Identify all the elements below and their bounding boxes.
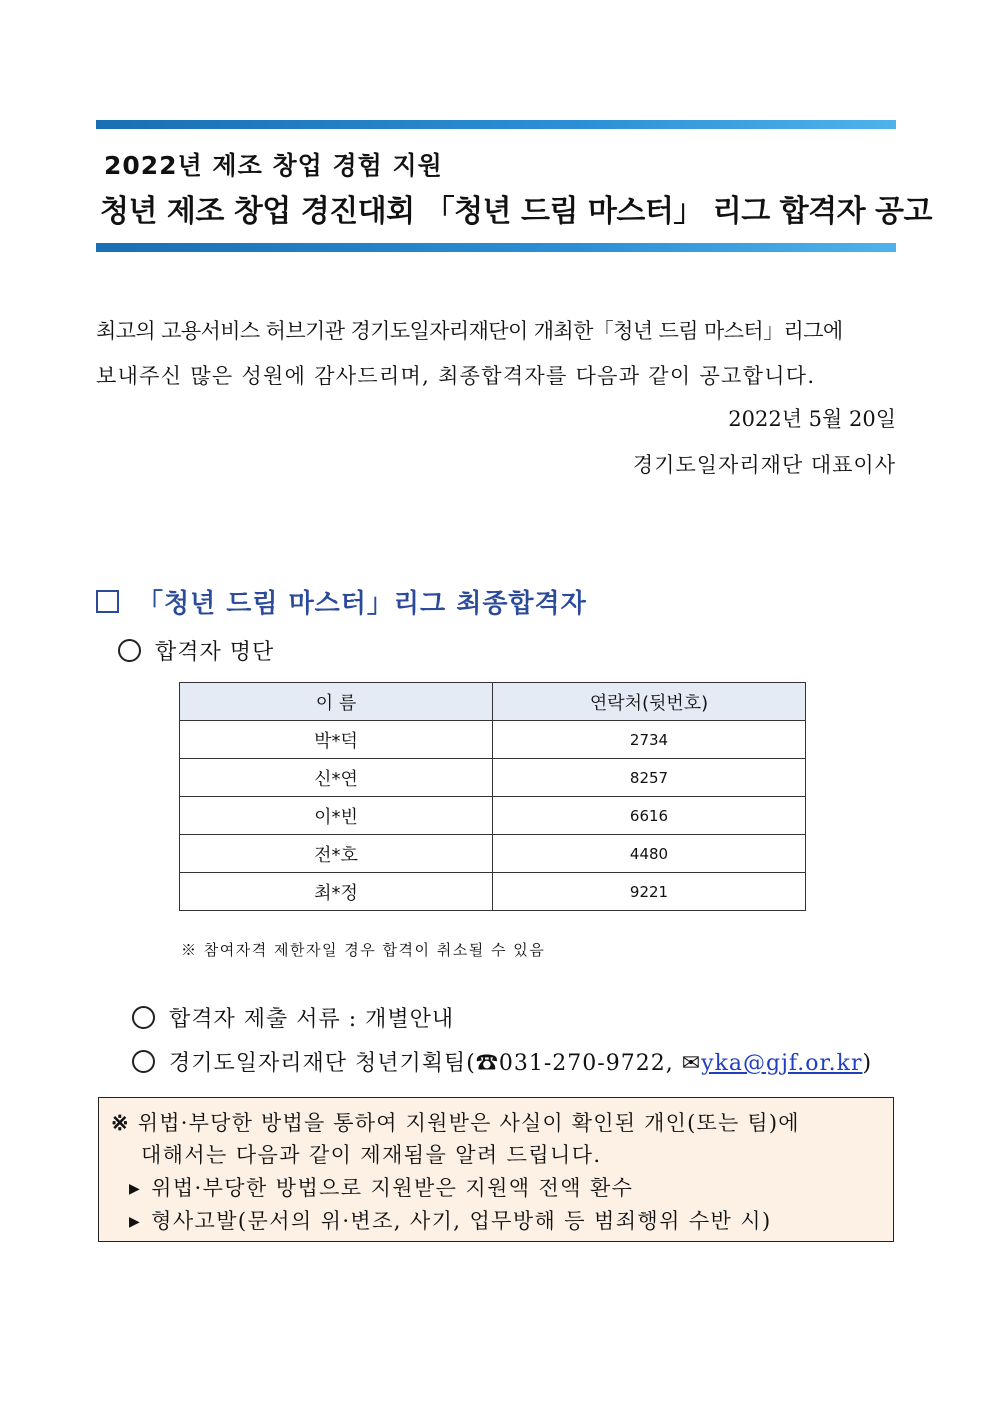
table-row [180,759,806,797]
table-row [180,797,806,835]
signer: 경기도일자리재단 대표이사 [632,453,896,477]
eligibility-note: ※ 참여자격 제한자일 경우 합격이 취소될 수 있음 [181,941,546,959]
notice-bullet [111,1205,879,1238]
sanction-notice-box [98,1097,894,1242]
documents-label: 합격자 제출 서류 : 개별안내 [169,1007,455,1032]
triangle-bullet-icon: ▶ [129,1181,142,1197]
notice-bullet-text: 위법·부당한 방법으로 지원받은 지원액 전액 환수 [151,1176,634,1200]
contact-phone: 031-270-9722, [498,1051,674,1076]
triangle-bullet-icon: ▶ [129,1214,142,1230]
circle-bullet-icon [118,639,141,662]
section-heading [96,583,587,620]
notice-text-1: 위법·부당한 방법을 통하여 지원받은 사실이 확인된 개인(또는 팀)에 [137,1111,800,1135]
contact-item [132,1046,872,1077]
intro-line-2: 보내주신 많은 성원에 감사드리며, 최종합격자를 다음과 같이 공고합니다. [96,364,816,388]
header-subtitle: 2022년 제조 창업 경험 지원 [104,151,443,180]
table-row [180,721,806,759]
notice-line-1 [111,1106,879,1139]
phone-icon: ☎ [475,1051,499,1076]
announcement-date: 2022년 5월 20일 [728,407,896,431]
notice-line-2: 대해서는 다음과 같이 제재됨을 알려 드립니다. [141,1143,602,1167]
contact-prefix: 경기도일자리재단 청년기획팀( [169,1051,476,1076]
cell-contact: 2734 [493,721,806,759]
documents-item [132,1002,454,1033]
contact-suffix: ) [862,1051,873,1076]
cell-contact: 4480 [493,835,806,873]
notice-bullet-text: 형사고발(문서의 위·변조, 사기, 업무방해 등 범죄행위 수반 시) [151,1209,772,1233]
list-heading [118,635,274,666]
header-top-rule [96,120,896,129]
cell-name: 신*연 [180,759,493,797]
cell-name: 이*빈 [180,797,493,835]
reference-mark-icon: ※ [111,1110,130,1135]
circle-bullet-icon [132,1006,155,1029]
cell-contact: 6616 [493,797,806,835]
table-row [180,835,806,873]
square-bullet-icon [96,590,119,613]
cell-name: 전*호 [180,835,493,873]
envelope-icon: ✉ [681,1051,702,1076]
cell-name: 박*덕 [180,721,493,759]
column-header-name: 이 름 [180,683,493,721]
passer-table [179,682,806,911]
table-header-row [180,683,806,721]
notice-bullet [111,1172,879,1205]
section-title: 「청년 드림 마스터」리그 최종합격자 [137,589,587,619]
page-title: 청년 제조 창업 경진대회 「청년 드림 마스터」 리그 합격자 공고 [100,194,933,229]
column-header-contact: 연락처(뒷번호) [493,683,806,721]
list-heading-label: 합격자 명단 [155,640,275,665]
circle-bullet-icon [132,1050,155,1073]
cell-contact: 8257 [493,759,806,797]
table-row [180,873,806,911]
contact-email-link[interactable]: yka@gjf.or.kr [701,1051,863,1076]
cell-contact: 9221 [493,873,806,911]
cell-name: 최*정 [180,873,493,911]
header-bottom-rule [96,243,896,252]
intro-line-1: 최고의 고용서비스 허브기관 경기도일자리재단이 개최한「청년 드림 마스터」리그에 [96,319,843,343]
